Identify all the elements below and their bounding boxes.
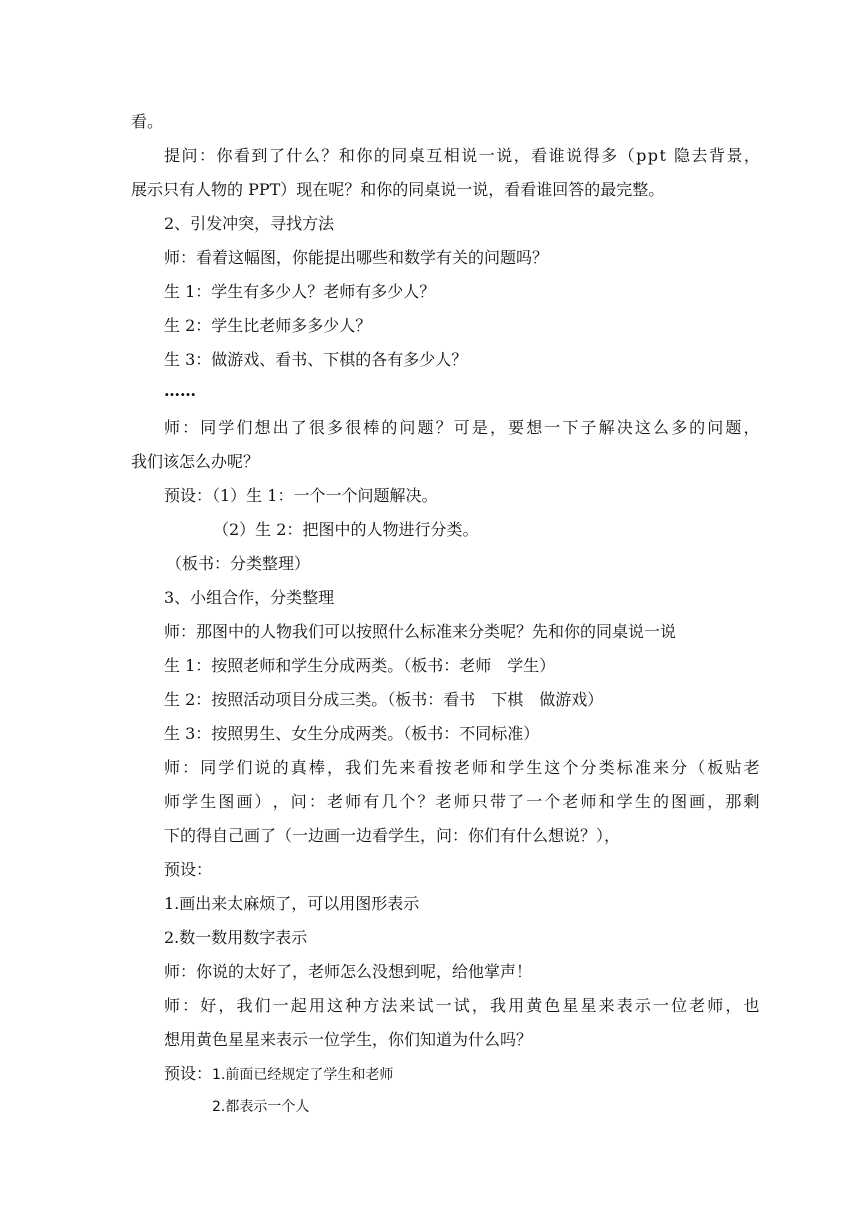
text-line: 提 问 ： 你 看 到 了 什 么 ？ 和 你 的 同 桌 互 相 说 一 说 ， 看 谁 说 得 多 （ p p t 隐 去 背 景 ， <box>164 146 760 165</box>
text-line: 师 ： 好 ， 我 们 一 起 用 这 种 方 法 来 试 一 试 ， 我 用 黄 色 星 星 来 表 示 一 位 老 师 ， 也 <box>164 996 760 1015</box>
text-line: 师 ： 同 学 们 想 出 了 很 多 很 棒 的 问 题 ？ 可 是 ， 要 想 一 下 子 解 决 这 么 多 的 问 题 ， <box>164 418 760 437</box>
text-line: 1.画出来太麻烦了，可以用图形表示 <box>164 894 420 913</box>
text-line: 师：看着这幅图，你能提出哪些和数学有关的问题吗？ <box>164 248 549 267</box>
text-line: 生 2：按照活动项目分成三类。（板书：看书 下棋 做游戏） <box>164 690 604 709</box>
text-line: （板书：分类整理） <box>166 554 311 573</box>
text-line: 2.数一数用数字表示 <box>164 928 308 947</box>
ellipsis-line: …… <box>164 381 196 400</box>
text-line: 生 2：学生比老师多多少人？ <box>164 316 372 335</box>
preset-item: 1.前面已经规定了学生和老师 <box>212 1067 394 1083</box>
text-line: 生 1：学生有多少人？老师有多少人？ <box>164 282 436 301</box>
section-heading: 2、引发冲突，寻找方法 <box>164 214 335 233</box>
text-line: 预设： <box>164 860 213 879</box>
text-line: 师 学 生 图 画 ） ， 问 ： 老 师 有 几 个 ？ 老 师 只 带 了 一 个 老 师 和 学 生 的 图 画 ， 那 剩 <box>164 792 760 811</box>
text-line: 师：那图中的人物我们可以按照什么标准来分类呢？先和你的同桌说一说 <box>164 622 677 641</box>
text-line: 师 ： 同 学 们 说 的 真 棒 ， 我 们 先 来 看 按 老 师 和 学 生 这 个 分 类 标 准 来 分 （ 板 贴 老 <box>164 758 760 777</box>
text-line: 生 1：按照老师和学生分成两类。（板书：老师 学生） <box>164 656 556 675</box>
text-line: （2）生 2：把图中的人物进行分类。 <box>213 520 479 539</box>
preset-line <box>164 1063 393 1086</box>
text-line: 想用黄色星星来表示一位学生，你们知道为什么吗？ <box>164 1030 533 1049</box>
preset-item: 2.都表示一个人 <box>212 1099 310 1115</box>
text-line: 生 3：做游戏、看书、下棋的各有多少人？ <box>164 350 468 369</box>
text-line: 我们该怎么办呢？ <box>131 452 260 471</box>
text-line: 生 3：按照男生、女生分成两类。（板书：不同标准） <box>164 724 540 743</box>
text-line: 看。 <box>131 112 164 131</box>
text-line: 展示只有人物的 PPT）现在呢？和你的同桌说一说，看看谁回答的最完整。 <box>131 180 665 199</box>
text-line: 师：你说的太好了，老师怎么没想到呢，给他掌声！ <box>164 962 533 981</box>
section-heading: 3、小组合作，分类整理 <box>164 588 335 607</box>
text-line: 下的得自己画了（一边画一边看学生，问：你们有什么想说？）， <box>164 826 621 845</box>
preset-label: 预设： <box>164 1064 213 1083</box>
text-line: 预设：（1）生 1：一个一个问题解决。 <box>164 486 438 505</box>
